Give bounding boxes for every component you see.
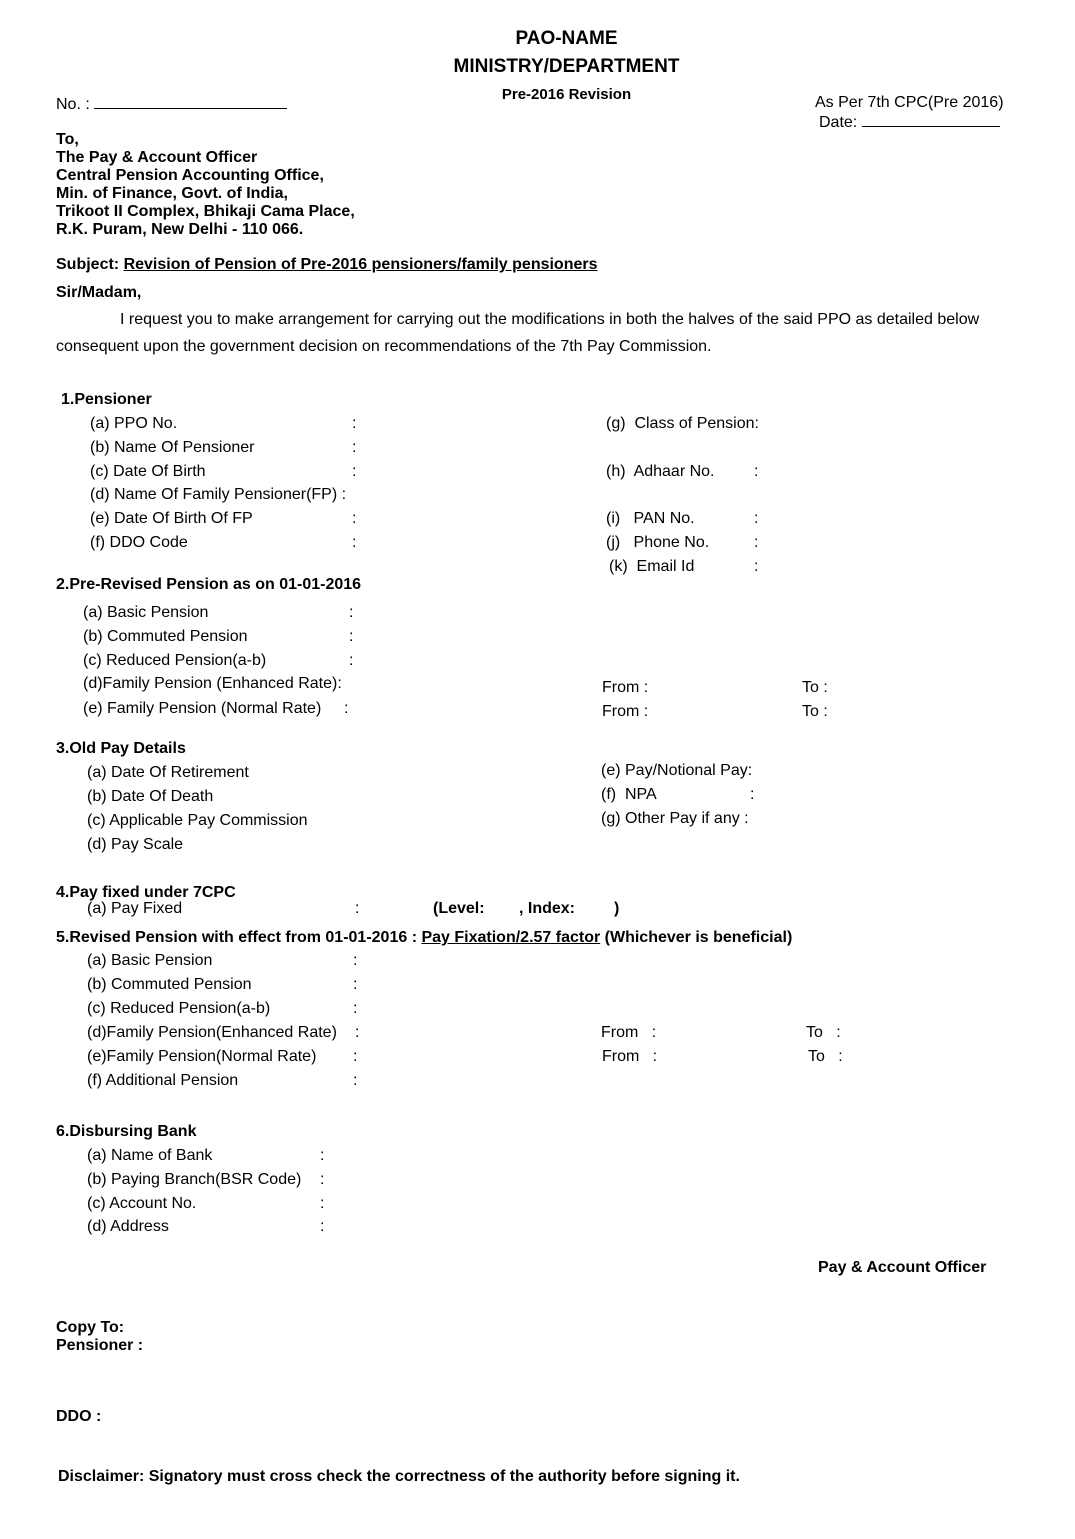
colon: : (754, 558, 759, 575)
address-line: Min. of Finance, Govt. of India, (56, 185, 288, 202)
s4-pay-fixed-label: (a) Pay Fixed (87, 900, 183, 917)
section-4-title: 4.Pay fixed under 7CPC (56, 884, 236, 901)
colon: : (352, 534, 357, 551)
s4-index-label: , Index: (519, 900, 576, 917)
s3-npa-label: (f) NPA (601, 786, 657, 803)
colon: : (349, 628, 354, 645)
ministry-name: MINISTRY/DEPARTMENT (453, 56, 680, 77)
colon: : (750, 786, 755, 803)
from-label: From : (601, 1024, 657, 1041)
s1-name-label: (b) Name Of Pensioner (90, 439, 255, 456)
no-input-line (94, 94, 287, 109)
s3-pay-commission-label: (c) Applicable Pay Commission (87, 812, 308, 829)
body-line-2: consequent upon the government decision on recommendations of the 7th Pay Commission. (56, 338, 712, 355)
disclaimer: Disclaimer: Signatory must cross check the correctness of the authority before signing it. (58, 1468, 740, 1485)
to-label: To : (802, 679, 828, 696)
colon: : (349, 652, 354, 669)
address-line: R.K. Puram, New Delhi - 110 066. (56, 221, 304, 238)
section-5-title (56, 929, 792, 947)
s1-email-label: (k) Email Id (609, 558, 695, 575)
s5-commuted-label: (b) Commuted Pension (87, 976, 252, 993)
subject (56, 256, 598, 274)
recipient-address (56, 131, 355, 239)
to-label: To : (802, 703, 828, 720)
colon: : (349, 604, 354, 621)
s3-pay-scale-label: (d) Pay Scale (87, 836, 184, 853)
colon: : (353, 976, 358, 993)
s4-close-paren: ) (614, 900, 620, 917)
s3-retirement-label: (a) Date Of Retirement (87, 764, 249, 781)
s5-basic-label: (a) Basic Pension (87, 952, 213, 969)
colon: : (320, 1218, 325, 1235)
s1-pan-label: (i) PAN No. (606, 510, 695, 527)
address-line: Central Pension Accounting Office, (56, 167, 324, 184)
subject-text: Revision of Pension of Pre-2016 pensioners/family pensioners (123, 256, 598, 273)
s1-fp-dob-label: (e) Date Of Birth Of FP (90, 510, 253, 527)
date-input-line (862, 112, 1000, 127)
s6-branch-label: (b) Paying Branch(BSR Code) (87, 1171, 302, 1188)
date-field (819, 112, 1000, 132)
colon: : (355, 1024, 360, 1041)
colon: : (320, 1147, 325, 1164)
s1-fp-name-label: (d) Name Of Family Pensioner(FP) : (90, 486, 347, 503)
subject-label: Subject: (56, 256, 120, 273)
s1-dob-label: (c) Date Of Birth (90, 463, 206, 480)
address-line: Trikoot II Complex, Bhikaji Cama Place, (56, 203, 355, 220)
address-line: The Pay & Account Officer (56, 149, 258, 166)
s1-ppo-label: (a) PPO No. (90, 415, 178, 432)
section-2-title: 2.Pre-Revised Pension as on 01-01-2016 (56, 576, 362, 593)
s2-fp-normal-label: (e) Family Pension (Normal Rate) (83, 700, 322, 717)
to-label: To : (806, 1024, 841, 1041)
s2-basic-label: (a) Basic Pension (83, 604, 209, 621)
pensioner-label: Pensioner : (56, 1337, 144, 1354)
copy-to-label: Copy To: (56, 1319, 125, 1336)
s5-additional-label: (f) Additional Pension (87, 1072, 239, 1089)
colon: : (353, 1072, 358, 1089)
colon: : (754, 510, 759, 527)
s6-address-label: (d) Address (87, 1218, 169, 1235)
ddo-label: DDO : (56, 1408, 102, 1425)
no-label: No. : (56, 96, 90, 113)
cpc-label: As Per 7th CPC(Pre 2016) (815, 94, 1004, 111)
colon: : (352, 463, 357, 480)
s1-phone-label: (j) Phone No. (606, 534, 710, 551)
s5-title-link: Pay Fixation/2.57 factor (421, 929, 601, 946)
from-label: From : (602, 679, 649, 696)
colon: : (353, 952, 358, 969)
s3-death-label: (b) Date Of Death (87, 788, 214, 805)
signature-label: Pay & Account Officer (818, 1259, 987, 1276)
s2-reduced-label: (c) Reduced Pension(a-b) (83, 652, 267, 669)
org-name: PAO-NAME (515, 28, 618, 49)
s5-title-pre: 5.Revised Pension with effect from 01-01-2016 : (56, 929, 418, 946)
colon: : (320, 1195, 325, 1212)
colon: : (352, 439, 357, 456)
s3-other-pay-label: (g) Other Pay if any : (601, 810, 749, 827)
s2-commuted-label: (b) Commuted Pension (83, 628, 248, 645)
s1-class-label: (g) Class of Pension: (606, 415, 759, 432)
s5-reduced-label: (c) Reduced Pension(a-b) (87, 1000, 271, 1017)
body-line-1: I request you to make arrangement for carrying out the modifications in both the halves of the said PPO as detailed below (120, 311, 980, 328)
s2-fp-enhanced-label: (d)Family Pension (Enhanced Rate): (83, 675, 342, 692)
address-to: To, (56, 131, 79, 148)
to-label: To : (808, 1048, 843, 1065)
colon: : (754, 534, 759, 551)
section-6-title: 6.Disbursing Bank (56, 1123, 197, 1140)
s4-level-label: (Level: (433, 900, 485, 917)
s5-fp-enhanced-label: (d)Family Pension(Enhanced Rate) (87, 1024, 337, 1041)
colon: : (352, 415, 357, 432)
s6-bank-label: (a) Name of Bank (87, 1147, 213, 1164)
no-field (56, 94, 287, 114)
colon: : (353, 1048, 358, 1065)
revision-label: Pre-2016 Revision (501, 86, 632, 103)
salutation: Sir/Madam, (56, 284, 142, 301)
s3-notional-pay-label: (e) Pay/Notional Pay: (601, 762, 753, 779)
s1-ddo-label: (f) DDO Code (90, 534, 188, 551)
s1-adhaar-label: (h) Adhaar No. (606, 463, 715, 480)
section-3-title: 3.Old Pay Details (56, 740, 186, 757)
s5-title-post: (Whichever is beneficial) (604, 929, 793, 946)
s6-account-label: (c) Account No. (87, 1195, 197, 1212)
from-label: From : (602, 1048, 658, 1065)
colon: : (754, 463, 759, 480)
colon: : (320, 1171, 325, 1188)
section-1-title: 1.Pensioner (61, 391, 152, 408)
from-label: From : (602, 703, 649, 720)
colon: : (355, 900, 360, 917)
s5-fp-normal-label: (e)Family Pension(Normal Rate) (87, 1048, 317, 1065)
colon: : (352, 510, 357, 527)
colon: : (353, 1000, 358, 1017)
date-label: Date: (819, 114, 858, 131)
colon: : (344, 700, 349, 717)
